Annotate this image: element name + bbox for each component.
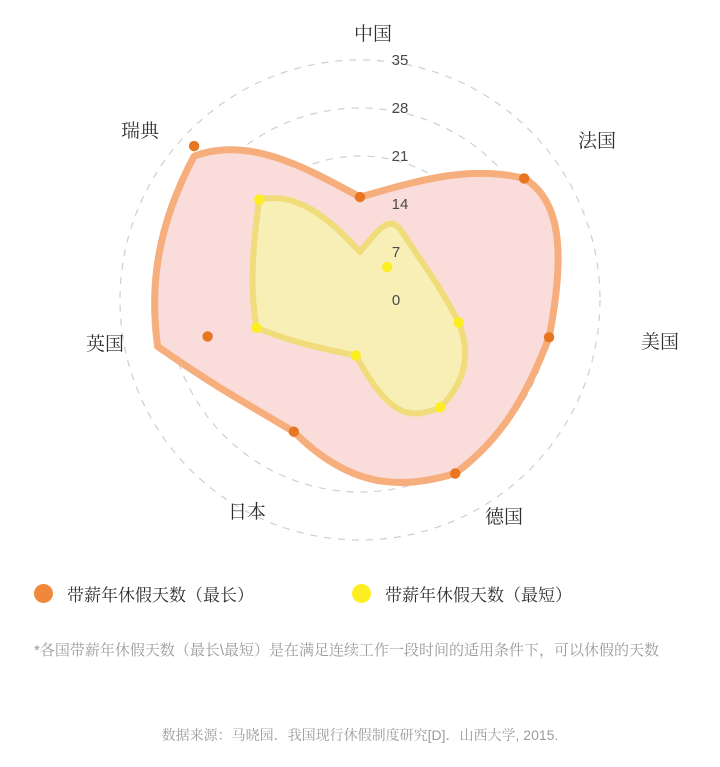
chart-source: 数据来源：马晓园．我国现行休假制度研究[D]．山西大学, 2015.: [161, 727, 559, 743]
axis-label-de: 德国: [484, 507, 524, 528]
axis-label-fr: 法国: [577, 131, 617, 152]
axis-label-jp: 日本: [227, 502, 267, 523]
tick-label-35: 35: [391, 52, 409, 69]
tick-label-7: 7: [391, 244, 401, 261]
axis-label-uk: 英国: [85, 334, 125, 355]
tick-label-28: 28: [391, 100, 409, 117]
chart-footnote: *各国带薪年休假天数（最长\最短）是在满足连续工作一段时间的适用条件下，可以休假的天数: [34, 642, 660, 659]
legend-label-min: 带薪年休假天数（最短）: [385, 585, 572, 605]
tick-label-0: 0: [391, 292, 401, 309]
tick-label-14: 14: [391, 196, 409, 213]
legend-dot-min-icon: [352, 584, 371, 603]
tick-label-21: 21: [391, 148, 409, 165]
legend-item-min[interactable]: [352, 581, 572, 606]
axis-label-us: 美国: [640, 332, 680, 353]
legend-item-max[interactable]: [34, 581, 254, 606]
chart-legend: [0, 568, 720, 618]
axis-label-cn: 中国: [353, 24, 393, 45]
legend-dot-max-icon: [34, 584, 53, 603]
axis-label-se: 瑞典: [120, 121, 160, 142]
legend-label-max: 带薪年休假天数（最长）: [67, 585, 254, 605]
